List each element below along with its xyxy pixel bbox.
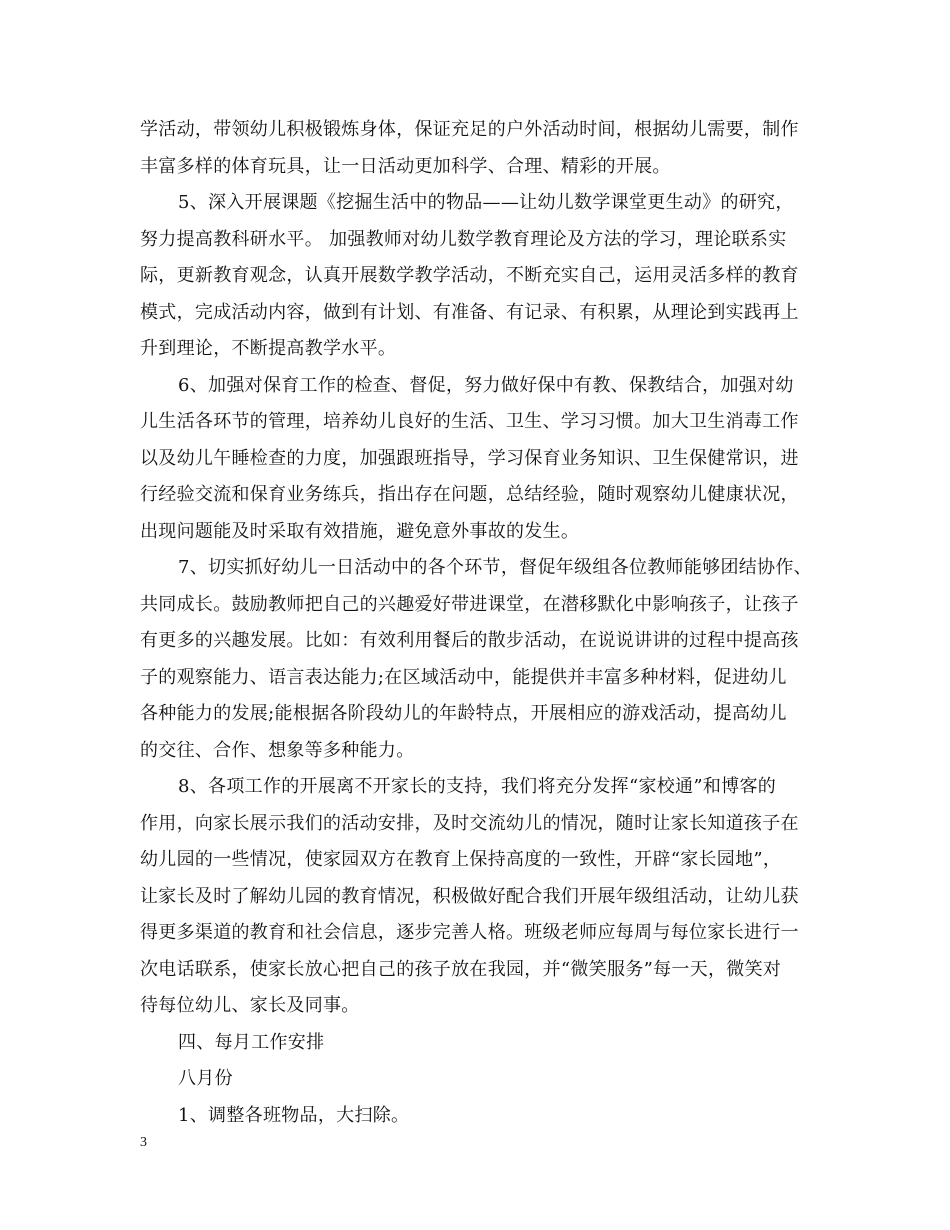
text-line: 让家长及时了解幼儿园的教育情况，积极做好配合我们开展年级组活动，让幼儿获: [140, 885, 799, 907]
text-line: 丰富多样的体育玩具，让一日活动更加科学、合理、精彩的开展。: [140, 155, 671, 177]
page-number: 3: [140, 1135, 147, 1150]
text-line: 7、切实抓好幼儿一日活动中的各个环节，督促年级组各位教师能够团结协作、: [178, 557, 812, 578]
document-body: [140, 112, 820, 1134]
text-line: 际，更新教育观念，认真开展数学教学活动，不断充实自己，运用灵活多样的教育: [140, 265, 799, 286]
text-line: 四、每月工作安排: [178, 1031, 325, 1053]
text-line: 次电话联系，使家长放心把自己的孩子放在我园，并“微笑服务”每一天，微笑对: [140, 958, 782, 980]
text-line: 出现问题能及时采取有效措施，避免意外事故的发生。: [140, 520, 580, 542]
text-line: 1、调整各班物品，大扫除。: [178, 1104, 410, 1126]
text-line: 八月份: [178, 1068, 233, 1089]
text-line: 的交往、合作、想象等多种能力。: [140, 739, 415, 761]
text-line: 子的观察能力、语言表达能力;在区域活动中，能提供并丰富多种材料，促进幼儿: [140, 666, 787, 688]
text-line: 有更多的兴趣发展。比如：有效利用餐后的散步活动，在说说讲讲的过程中提高孩: [140, 630, 799, 651]
text-line: 幼儿园的一些情况，使家园双方在教育上保持高度的一致性，开辟“家长园地”，: [140, 849, 782, 870]
text-line: 努力提高教科研水平。 加强教师对幼儿数学教育理论及方法的学习，理论联系实: [140, 228, 787, 250]
text-line: 共同成长。鼓励教师把自己的兴趣爱好带进课堂，在潜移默化中影响孩子，让孩子: [140, 593, 799, 615]
text-line: 以及幼儿午睡检查的力度，加强跟班指导，学习保育业务知识、卫生保健常识，进: [140, 447, 799, 469]
text-line: 待每位幼儿、家长及同事。: [140, 995, 360, 1016]
text-line: 学活动，带领幼儿积极锻炼身体，保证充足的户外活动时间，根据幼儿需要，制作: [140, 119, 799, 140]
text-line: 升到理论，不断提高教学水平。: [140, 338, 397, 359]
text-line: 儿生活各环节的管理，培养幼儿良好的生活、卫生、学习习惯。加大卫生消毒工作: [140, 411, 799, 432]
text-line: 得更多渠道的教育和社会信息，逐步完善人格。班级老师应每周与每位家长进行一: [140, 922, 799, 943]
text-line: 模式，完成活动内容，做到有计划、有准备、有记录、有积累，从理论到实践再上: [140, 301, 799, 323]
text-line: 作用，向家长展示我们的活动安排，及时交流幼儿的情况，随时让家长知道孩子在: [140, 812, 799, 834]
text-line: 6、加强对保育工作的检查、督促，努力做好保中有教、保教结合，加强对幼: [178, 374, 794, 396]
text-line: 各种能力的发展;能根据各阶段幼儿的年龄特点，开展相应的游戏活动，提高幼儿: [140, 703, 787, 724]
text-line: 8、各项工作的开展离不开家长的支持，我们将充分发挥“家校通”和博客的: [178, 776, 777, 797]
text-line: 5、深入开展课题《挖掘生活中的物品——让幼儿数学课堂更生动》的研究，: [178, 192, 794, 213]
text-line: 行经验交流和保育业务练兵，指出存在问题，总结经验，随时观察幼儿健康状况，: [140, 484, 799, 505]
